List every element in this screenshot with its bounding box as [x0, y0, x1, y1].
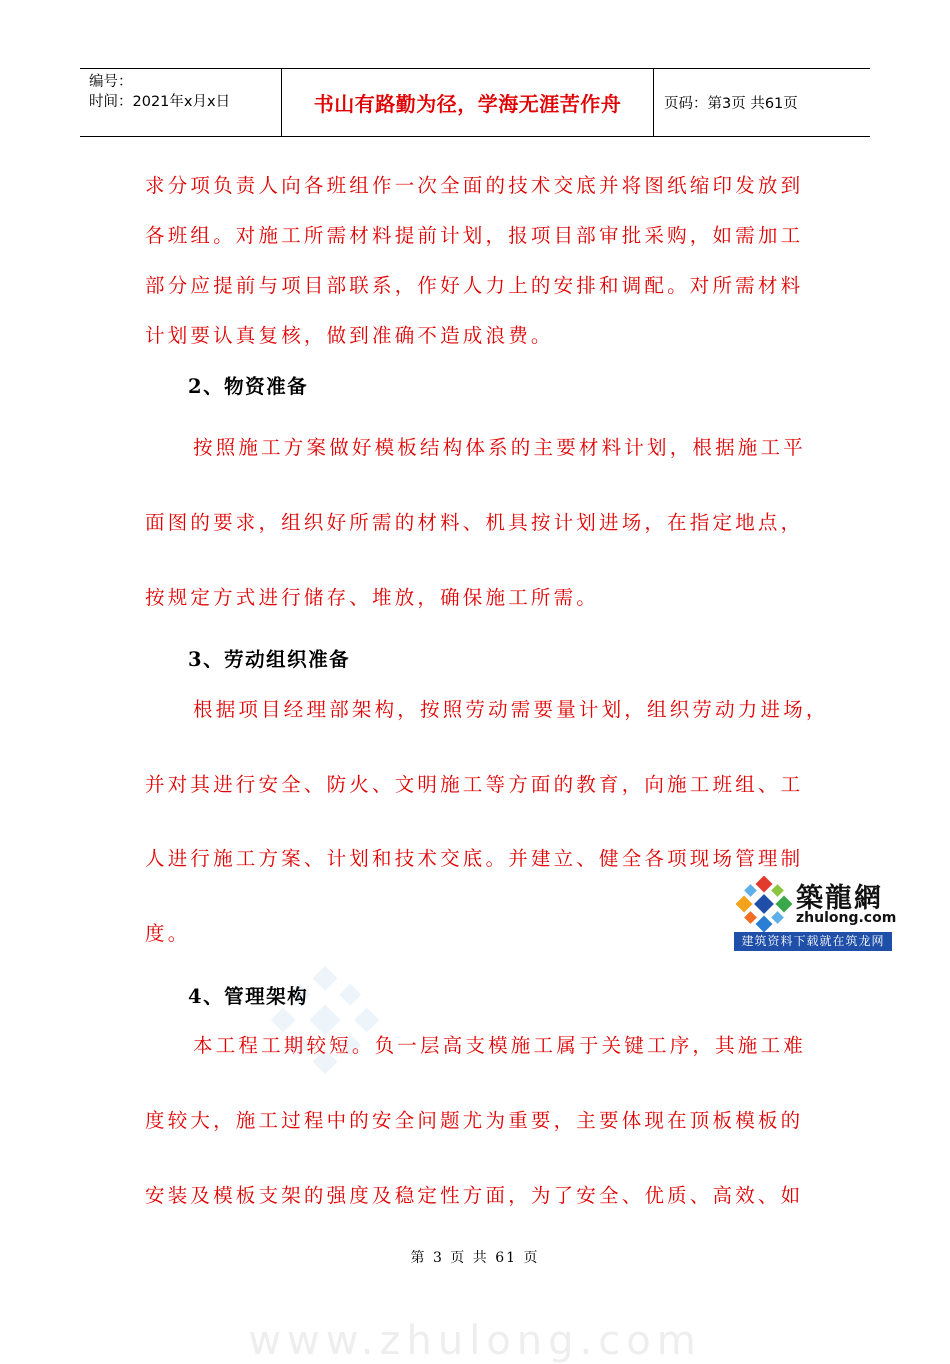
- paragraph-4-line-2: 度较大，施工过程中的安全问题尤为重要，主要体现在顶板模板的: [145, 1109, 804, 1132]
- paragraph-3-line-2: 并对其进行安全、防火、文明施工等方面的教育，向施工班组、工: [145, 773, 804, 796]
- paragraph-4-line-1: 本工程工期较短。负一层高支模施工属于关键工序，其施工难: [193, 1034, 806, 1057]
- paragraph-1-line-4: 计划要认真复核，做到准确不造成浪费。: [145, 324, 554, 347]
- logo-banner: 建筑资料下载就在筑龙网: [734, 932, 892, 951]
- zhulong-snowflake-icon: [736, 876, 792, 932]
- paragraph-4-line-3: 安装及模板支架的强度及稳定性方面，为了安全、优质、高效、如: [145, 1184, 804, 1207]
- paragraph-3-line-1: 根据项目经理部架构，按照劳动需要量计划，组织劳动力进场，: [193, 698, 829, 721]
- paragraph-3-line-4: 度。: [145, 922, 191, 945]
- section-heading-management: 4、管理架构: [188, 985, 309, 1008]
- section-heading-labor: 3、劳动组织准备: [188, 648, 351, 671]
- page-info: 页码：第3页 共61页: [664, 96, 798, 112]
- paragraph-2-line-1: 按照施工方案做好模板结构体系的主要材料计划，根据施工平: [193, 436, 806, 459]
- header-motto-cell: [282, 69, 654, 136]
- header-page-cell: [654, 69, 870, 136]
- header-meta-cell: [80, 69, 282, 136]
- paragraph-3-line-3: 人进行施工方案、计划和技术交底。并建立、健全各项现场管理制: [145, 847, 804, 870]
- time-label: 时间：2021年x月x日: [89, 94, 231, 110]
- paragraph-1-line-1: 求分项负责人向各班组作一次全面的技术交底并将图纸缩印发放到: [145, 174, 804, 197]
- section-heading-materials: 2、物资准备: [188, 375, 309, 398]
- logo-domain: zhulong.com: [796, 910, 897, 926]
- paragraph-2-line-3: 按规定方式进行储存、堆放，确保施工所需。: [145, 586, 600, 609]
- paragraph-1-line-3: 部分应提前与项目部联系，作好人力上的安排和调配。对所需材料: [145, 274, 804, 297]
- paragraph-2-line-2: 面图的要求，组织好所需的材料、机具按计划进场，在指定地点，: [145, 511, 804, 534]
- number-label: 编号：: [89, 74, 133, 90]
- motto-text: 书山有路勤为径，学海无涯苦作舟: [313, 92, 622, 116]
- document-header: [80, 68, 870, 137]
- watermark-url: www.zhulong.com: [248, 1318, 702, 1364]
- zhulong-logo: [734, 874, 897, 952]
- paragraph-1-line-2: 各班组。对施工所需材料提前计划，报项目部审批采购，如需加工: [145, 224, 804, 247]
- logo-brand: 築龍網: [796, 883, 883, 914]
- footer-page-number: 第 3 页 共 61 页: [410, 1250, 540, 1266]
